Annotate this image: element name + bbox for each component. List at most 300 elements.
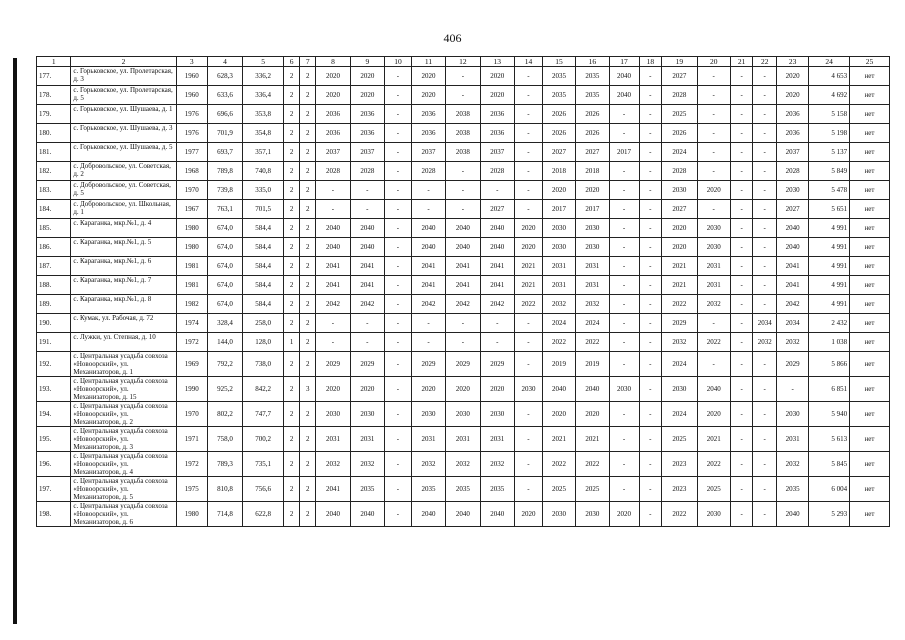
data-cell-col-3: 1976 (176, 124, 207, 143)
data-cell-col-15: 2019 (542, 352, 575, 377)
data-cell-col-16: 2031 (576, 257, 609, 276)
data-cell-col-14: - (514, 181, 542, 200)
data-cell-col-13: - (480, 181, 514, 200)
data-cell-col-17: - (609, 452, 639, 477)
address-cell: с. Добровольское, ул. Школьная, д. 1 (71, 200, 176, 219)
column-header-15: 15 (542, 57, 575, 67)
data-cell-col-22: - (753, 477, 777, 502)
data-cell-col-8: 2042 (316, 295, 350, 314)
data-cell-col-22: - (753, 257, 777, 276)
data-cell-col-6: 2 (284, 124, 300, 143)
data-cell-col-6: 2 (284, 86, 300, 105)
data-cell-col-6: 2 (284, 477, 300, 502)
column-header-2: 2 (71, 57, 176, 67)
data-cell-col-10: - (385, 257, 412, 276)
table-row (37, 402, 890, 427)
row-number: 190. (37, 314, 71, 333)
data-cell-col-16: 2024 (576, 314, 609, 333)
address-cell: с. Центральная усадьба совхоза «Новоорский», ул. Механизаторов, д. 5 (71, 477, 176, 502)
data-cell-col-7: 2 (300, 105, 316, 124)
data-cell-col-5: 584,4 (243, 295, 284, 314)
data-cell-col-10: - (385, 162, 412, 181)
data-cell-col-9: 2020 (350, 67, 384, 86)
data-cell-col-25: нет (850, 333, 890, 352)
data-cell-col-19: 2020 (662, 219, 697, 238)
data-cell-col-11: 2042 (411, 295, 445, 314)
data-cell-col-10: - (385, 477, 412, 502)
data-cell-col-20: 2031 (697, 257, 730, 276)
data-cell-col-4: 739,8 (207, 181, 242, 200)
data-cell-col-14: - (514, 200, 542, 219)
data-cell-col-10: - (385, 105, 412, 124)
row-number: 188. (37, 276, 71, 295)
data-cell-col-6: 1 (284, 333, 300, 352)
data-cell-col-15: 2025 (542, 477, 575, 502)
data-cell-col-25: нет (850, 67, 890, 86)
data-cell-col-22: - (753, 219, 777, 238)
data-cell-col-16: 2030 (576, 238, 609, 257)
data-cell-col-8: 2030 (316, 402, 350, 427)
data-cell-col-18: - (639, 219, 662, 238)
data-cell-col-9: 2040 (350, 219, 384, 238)
data-cell-col-4: 714,8 (207, 502, 242, 527)
table-row (37, 502, 890, 527)
data-cell-col-20: - (697, 162, 730, 181)
data-cell-col-4: 674,0 (207, 295, 242, 314)
data-cell-col-8: 2020 (316, 377, 350, 402)
data-cell-col-18: - (639, 181, 662, 200)
data-cell-col-15: 2024 (542, 314, 575, 333)
data-cell-col-5: 258,0 (243, 314, 284, 333)
data-cell-col-22: - (753, 295, 777, 314)
data-cell-col-25: нет (850, 314, 890, 333)
data-cell-col-9: 2036 (350, 105, 384, 124)
data-cell-col-25: нет (850, 162, 890, 181)
cost-cell: 1 038 (809, 333, 850, 352)
data-cell-col-21: - (730, 200, 753, 219)
data-cell-col-13: 2027 (480, 200, 514, 219)
row-number: 187. (37, 257, 71, 276)
data-cell-col-11: 2041 (411, 257, 445, 276)
data-cell-col-23: 2020 (777, 86, 809, 105)
data-cell-col-18: - (639, 377, 662, 402)
table-row (37, 105, 890, 124)
data-cell-col-4: 789,3 (207, 452, 242, 477)
data-cell-col-20: - (697, 200, 730, 219)
data-cell-col-10: - (385, 67, 412, 86)
data-cell-col-5: 354,8 (243, 124, 284, 143)
row-number: 196. (37, 452, 71, 477)
data-cell-col-23: 2031 (777, 427, 809, 452)
data-cell-col-8: 2036 (316, 105, 350, 124)
data-cell-col-21: - (730, 377, 753, 402)
data-cell-col-5: 738,0 (243, 352, 284, 377)
data-cell-col-22: - (753, 162, 777, 181)
data-cell-col-23: 2030 (777, 402, 809, 427)
data-cell-col-23: 2027 (777, 200, 809, 219)
data-cell-col-13: 2040 (480, 502, 514, 527)
table-row (37, 238, 890, 257)
data-cell-col-9: 2036 (350, 124, 384, 143)
data-cell-col-7: 2 (300, 477, 316, 502)
data-cell-col-19: 2023 (662, 452, 697, 477)
data-cell-col-15: 2020 (542, 181, 575, 200)
table-row (37, 86, 890, 105)
data-cell-col-16: 2026 (576, 124, 609, 143)
data-cell-col-6: 2 (284, 427, 300, 452)
column-header-5: 5 (243, 57, 284, 67)
data-cell-col-25: нет (850, 124, 890, 143)
data-cell-col-25: нет (850, 219, 890, 238)
data-cell-col-15: 2035 (542, 86, 575, 105)
data-cell-col-21: - (730, 333, 753, 352)
data-cell-col-12: 2040 (446, 238, 480, 257)
data-cell-col-17: - (609, 402, 639, 427)
data-cell-col-16: 2031 (576, 276, 609, 295)
data-cell-col-15: 2030 (542, 219, 575, 238)
data-cell-col-9: 2042 (350, 295, 384, 314)
data-cell-col-16: 2026 (576, 105, 609, 124)
data-cell-col-19: 2025 (662, 105, 697, 124)
data-cell-col-9: 2028 (350, 162, 384, 181)
data-cell-col-20: 2032 (697, 295, 730, 314)
table-row (37, 377, 890, 402)
row-number: 184. (37, 200, 71, 219)
data-cell-col-12: 2038 (446, 124, 480, 143)
data-cell-col-18: - (639, 477, 662, 502)
data-cell-col-25: нет (850, 377, 890, 402)
data-cell-col-15: 2032 (542, 295, 575, 314)
data-cell-col-10: - (385, 314, 412, 333)
data-cell-col-7: 2 (300, 162, 316, 181)
data-cell-col-17: 2020 (609, 502, 639, 527)
data-cell-col-12: - (446, 162, 480, 181)
data-cell-col-13: 2020 (480, 67, 514, 86)
column-header-16: 16 (576, 57, 609, 67)
data-cell-col-13: 2020 (480, 86, 514, 105)
data-cell-col-6: 2 (284, 181, 300, 200)
data-cell-col-6: 2 (284, 67, 300, 86)
table-row (37, 162, 890, 181)
data-cell-col-8: 2041 (316, 477, 350, 502)
data-cell-col-14: - (514, 67, 542, 86)
row-number: 180. (37, 124, 71, 143)
data-cell-col-3: 1970 (176, 181, 207, 200)
data-cell-col-14: 2020 (514, 238, 542, 257)
row-number: 197. (37, 477, 71, 502)
data-cell-col-19: 2020 (662, 238, 697, 257)
data-cell-col-14: - (514, 333, 542, 352)
data-cell-col-21: - (730, 295, 753, 314)
data-cell-col-12: - (446, 67, 480, 86)
table-row (37, 67, 890, 86)
data-cell-col-17: - (609, 257, 639, 276)
data-cell-col-20: 2031 (697, 276, 730, 295)
data-cell-col-13: 2020 (480, 377, 514, 402)
data-cell-col-20: - (697, 86, 730, 105)
data-cell-col-10: - (385, 427, 412, 452)
data-cell-col-16: 2030 (576, 219, 609, 238)
data-cell-col-9: - (350, 200, 384, 219)
data-cell-col-17: - (609, 295, 639, 314)
data-cell-col-15: 2017 (542, 200, 575, 219)
data-cell-col-5: 747,7 (243, 402, 284, 427)
data-cell-col-16: 2030 (576, 502, 609, 527)
address-cell: с. Центральная усадьба совхоза «Новоорский», ул. Механизаторов, д. 1 (71, 352, 176, 377)
data-cell-col-16: 2022 (576, 452, 609, 477)
address-cell: с. Горьковское, ул. Пролетарская, д. 3 (71, 67, 176, 86)
data-cell-col-8: 2031 (316, 427, 350, 452)
cost-cell: 5 158 (809, 105, 850, 124)
data-cell-col-19: 2030 (662, 181, 697, 200)
data-cell-col-3: 1980 (176, 238, 207, 257)
cost-cell: 4 653 (809, 67, 850, 86)
address-cell: с. Горьковское, ул. Пролетарская, д. 5 (71, 86, 176, 105)
data-cell-col-16: 2040 (576, 377, 609, 402)
data-cell-col-15: 2021 (542, 427, 575, 452)
data-cell-col-13: - (480, 314, 514, 333)
data-cell-col-3: 1969 (176, 352, 207, 377)
data-cell-col-25: нет (850, 86, 890, 105)
cost-cell: 5 613 (809, 427, 850, 452)
data-cell-col-21: - (730, 143, 753, 162)
data-cell-col-11: - (411, 200, 445, 219)
row-number: 189. (37, 295, 71, 314)
address-cell: с. Кумак, ул. Рабочая, д. 72 (71, 314, 176, 333)
data-cell-col-7: 2 (300, 124, 316, 143)
column-header-7: 7 (300, 57, 316, 67)
data-cell-col-5: 357,1 (243, 143, 284, 162)
data-cell-col-7: 2 (300, 352, 316, 377)
data-cell-col-13: 2029 (480, 352, 514, 377)
data-cell-col-19: 2022 (662, 295, 697, 314)
data-cell-col-19: 2026 (662, 124, 697, 143)
column-header-11: 11 (411, 57, 445, 67)
data-cell-col-16: 2018 (576, 162, 609, 181)
data-cell-col-16: 2019 (576, 352, 609, 377)
data-cell-col-6: 2 (284, 402, 300, 427)
data-cell-col-3: 1967 (176, 200, 207, 219)
data-cell-col-13: 2037 (480, 143, 514, 162)
data-cell-col-21: - (730, 238, 753, 257)
cost-cell: 5 137 (809, 143, 850, 162)
data-cell-col-19: 2028 (662, 86, 697, 105)
data-cell-col-16: 2020 (576, 402, 609, 427)
table-row (37, 333, 890, 352)
data-cell-col-7: 2 (300, 314, 316, 333)
data-cell-col-14: 2030 (514, 377, 542, 402)
data-cell-col-20: 2020 (697, 181, 730, 200)
row-number: 182. (37, 162, 71, 181)
data-cell-col-4: 763,1 (207, 200, 242, 219)
data-cell-col-23: 2020 (777, 67, 809, 86)
data-cell-col-10: - (385, 295, 412, 314)
cost-cell: 2 432 (809, 314, 850, 333)
data-cell-col-17: - (609, 314, 639, 333)
data-cell-col-3: 1981 (176, 257, 207, 276)
data-cell-col-7: 2 (300, 200, 316, 219)
data-cell-col-19: 2022 (662, 502, 697, 527)
data-cell-col-4: 758,0 (207, 427, 242, 452)
data-cell-col-15: 2026 (542, 124, 575, 143)
data-cell-col-12: 2038 (446, 143, 480, 162)
data-cell-col-23: 2029 (777, 352, 809, 377)
data-cell-col-25: нет (850, 257, 890, 276)
address-cell: с. Добровольское, ул. Советская, д. 2 (71, 162, 176, 181)
data-cell-col-16: 2017 (576, 200, 609, 219)
data-cell-col-10: - (385, 143, 412, 162)
data-cell-col-3: 1972 (176, 452, 207, 477)
data-cell-col-6: 2 (284, 105, 300, 124)
data-cell-col-7: 2 (300, 181, 316, 200)
data-cell-col-10: - (385, 276, 412, 295)
data-cell-col-3: 1981 (176, 276, 207, 295)
data-cell-col-21: - (730, 502, 753, 527)
data-cell-col-8: 2037 (316, 143, 350, 162)
data-cell-col-7: 2 (300, 402, 316, 427)
data-cell-col-12: - (446, 200, 480, 219)
data-cell-col-22: - (753, 377, 777, 402)
data-cell-col-6: 2 (284, 314, 300, 333)
data-cell-col-9: 2041 (350, 276, 384, 295)
address-cell: с. Караганка, мкр.№1, д. 6 (71, 257, 176, 276)
data-cell-col-5: 584,4 (243, 238, 284, 257)
address-cell: с. Центральная усадьба совхоза «Новоорский», ул. Механизаторов, д. 3 (71, 427, 176, 452)
data-cell-col-14: - (514, 162, 542, 181)
table-row (37, 143, 890, 162)
data-cell-col-14: 2020 (514, 219, 542, 238)
data-cell-col-4: 810,8 (207, 477, 242, 502)
data-cell-col-17: - (609, 352, 639, 377)
data-cell-col-3: 1976 (176, 105, 207, 124)
data-cell-col-14: - (514, 402, 542, 427)
data-cell-col-21: - (730, 124, 753, 143)
data-cell-col-16: 2035 (576, 67, 609, 86)
data-cell-col-9: 2035 (350, 477, 384, 502)
data-cell-col-3: 1970 (176, 402, 207, 427)
data-cell-col-23: 2041 (777, 257, 809, 276)
data-cell-col-23: 2034 (777, 314, 809, 333)
data-cell-col-8: - (316, 200, 350, 219)
data-cell-col-21: - (730, 314, 753, 333)
column-header-9: 9 (350, 57, 384, 67)
data-cell-col-12: 2040 (446, 502, 480, 527)
data-cell-col-8: 2028 (316, 162, 350, 181)
column-header-23: 23 (777, 57, 809, 67)
row-number: 185. (37, 219, 71, 238)
data-cell-col-15: 2027 (542, 143, 575, 162)
data-cell-col-3: 1960 (176, 67, 207, 86)
data-cell-col-18: - (639, 238, 662, 257)
data-cell-col-20: - (697, 124, 730, 143)
data-cell-col-3: 1960 (176, 86, 207, 105)
data-cell-col-8: 2041 (316, 276, 350, 295)
data-cell-col-10: - (385, 452, 412, 477)
data-cell-col-14: - (514, 477, 542, 502)
cost-cell: 5 940 (809, 402, 850, 427)
data-cell-col-12: 2031 (446, 427, 480, 452)
column-header-21: 21 (730, 57, 753, 67)
data-cell-col-20: - (697, 314, 730, 333)
data-cell-col-13: 2041 (480, 276, 514, 295)
data-cell-col-10: - (385, 238, 412, 257)
data-cell-col-10: - (385, 181, 412, 200)
data-cell-col-13: 2041 (480, 257, 514, 276)
data-cell-col-18: - (639, 314, 662, 333)
data-cell-col-23: 2028 (777, 162, 809, 181)
data-cell-col-19: 2024 (662, 402, 697, 427)
data-cell-col-19: 2024 (662, 352, 697, 377)
data-cell-col-8: 2029 (316, 352, 350, 377)
data-cell-col-7: 2 (300, 238, 316, 257)
data-cell-col-19: 2028 (662, 162, 697, 181)
data-cell-col-6: 2 (284, 276, 300, 295)
data-cell-col-5: 756,6 (243, 477, 284, 502)
data-cell-col-14: 2021 (514, 276, 542, 295)
data-cell-col-15: 2031 (542, 257, 575, 276)
data-cell-col-5: 335,0 (243, 181, 284, 200)
data-cell-col-25: нет (850, 200, 890, 219)
data-cell-col-17: - (609, 181, 639, 200)
data-cell-col-4: 144,0 (207, 333, 242, 352)
data-cell-col-9: 2029 (350, 352, 384, 377)
table-row (37, 352, 890, 377)
data-cell-col-8: 2020 (316, 86, 350, 105)
address-cell: с. Горьковское, ул. Шушаева, д. 5 (71, 143, 176, 162)
data-cell-col-7: 2 (300, 257, 316, 276)
data-cell-col-20: 2020 (697, 402, 730, 427)
data-cell-col-18: - (639, 257, 662, 276)
table-row (37, 219, 890, 238)
data-cell-col-12: 2040 (446, 219, 480, 238)
table-row (37, 314, 890, 333)
data-cell-col-5: 735,1 (243, 452, 284, 477)
data-cell-col-16: 2027 (576, 143, 609, 162)
data-cell-col-4: 802,2 (207, 402, 242, 427)
data-cell-col-9: 2040 (350, 502, 384, 527)
data-cell-col-14: 2020 (514, 502, 542, 527)
data-cell-col-13: 2040 (480, 238, 514, 257)
data-cell-col-3: 1982 (176, 295, 207, 314)
data-cell-col-25: нет (850, 352, 890, 377)
data-cell-col-4: 792,2 (207, 352, 242, 377)
data-cell-col-19: 2027 (662, 67, 697, 86)
address-cell: с. Добровольское, ул. Советская, д. 5 (71, 181, 176, 200)
data-cell-col-19: 2027 (662, 200, 697, 219)
data-cell-col-5: 336,2 (243, 67, 284, 86)
data-cell-col-14: - (514, 314, 542, 333)
data-cell-col-20: 2022 (697, 333, 730, 352)
data-cell-col-12: 2038 (446, 105, 480, 124)
cost-cell: 4 991 (809, 238, 850, 257)
data-cell-col-3: 1980 (176, 219, 207, 238)
data-cell-col-18: - (639, 427, 662, 452)
data-cell-col-25: нет (850, 181, 890, 200)
row-number: 194. (37, 402, 71, 427)
data-cell-col-25: нет (850, 295, 890, 314)
data-cell-col-19: 2030 (662, 377, 697, 402)
table-row (37, 477, 890, 502)
cost-cell: 4 991 (809, 219, 850, 238)
data-cell-col-5: 336,4 (243, 86, 284, 105)
data-cell-col-16: 2035 (576, 86, 609, 105)
data-cell-col-4: 693,7 (207, 143, 242, 162)
data-cell-col-3: 1980 (176, 502, 207, 527)
data-cell-col-25: нет (850, 427, 890, 452)
data-cell-col-20: - (697, 352, 730, 377)
data-cell-col-19: 2021 (662, 257, 697, 276)
data-cell-col-18: - (639, 333, 662, 352)
